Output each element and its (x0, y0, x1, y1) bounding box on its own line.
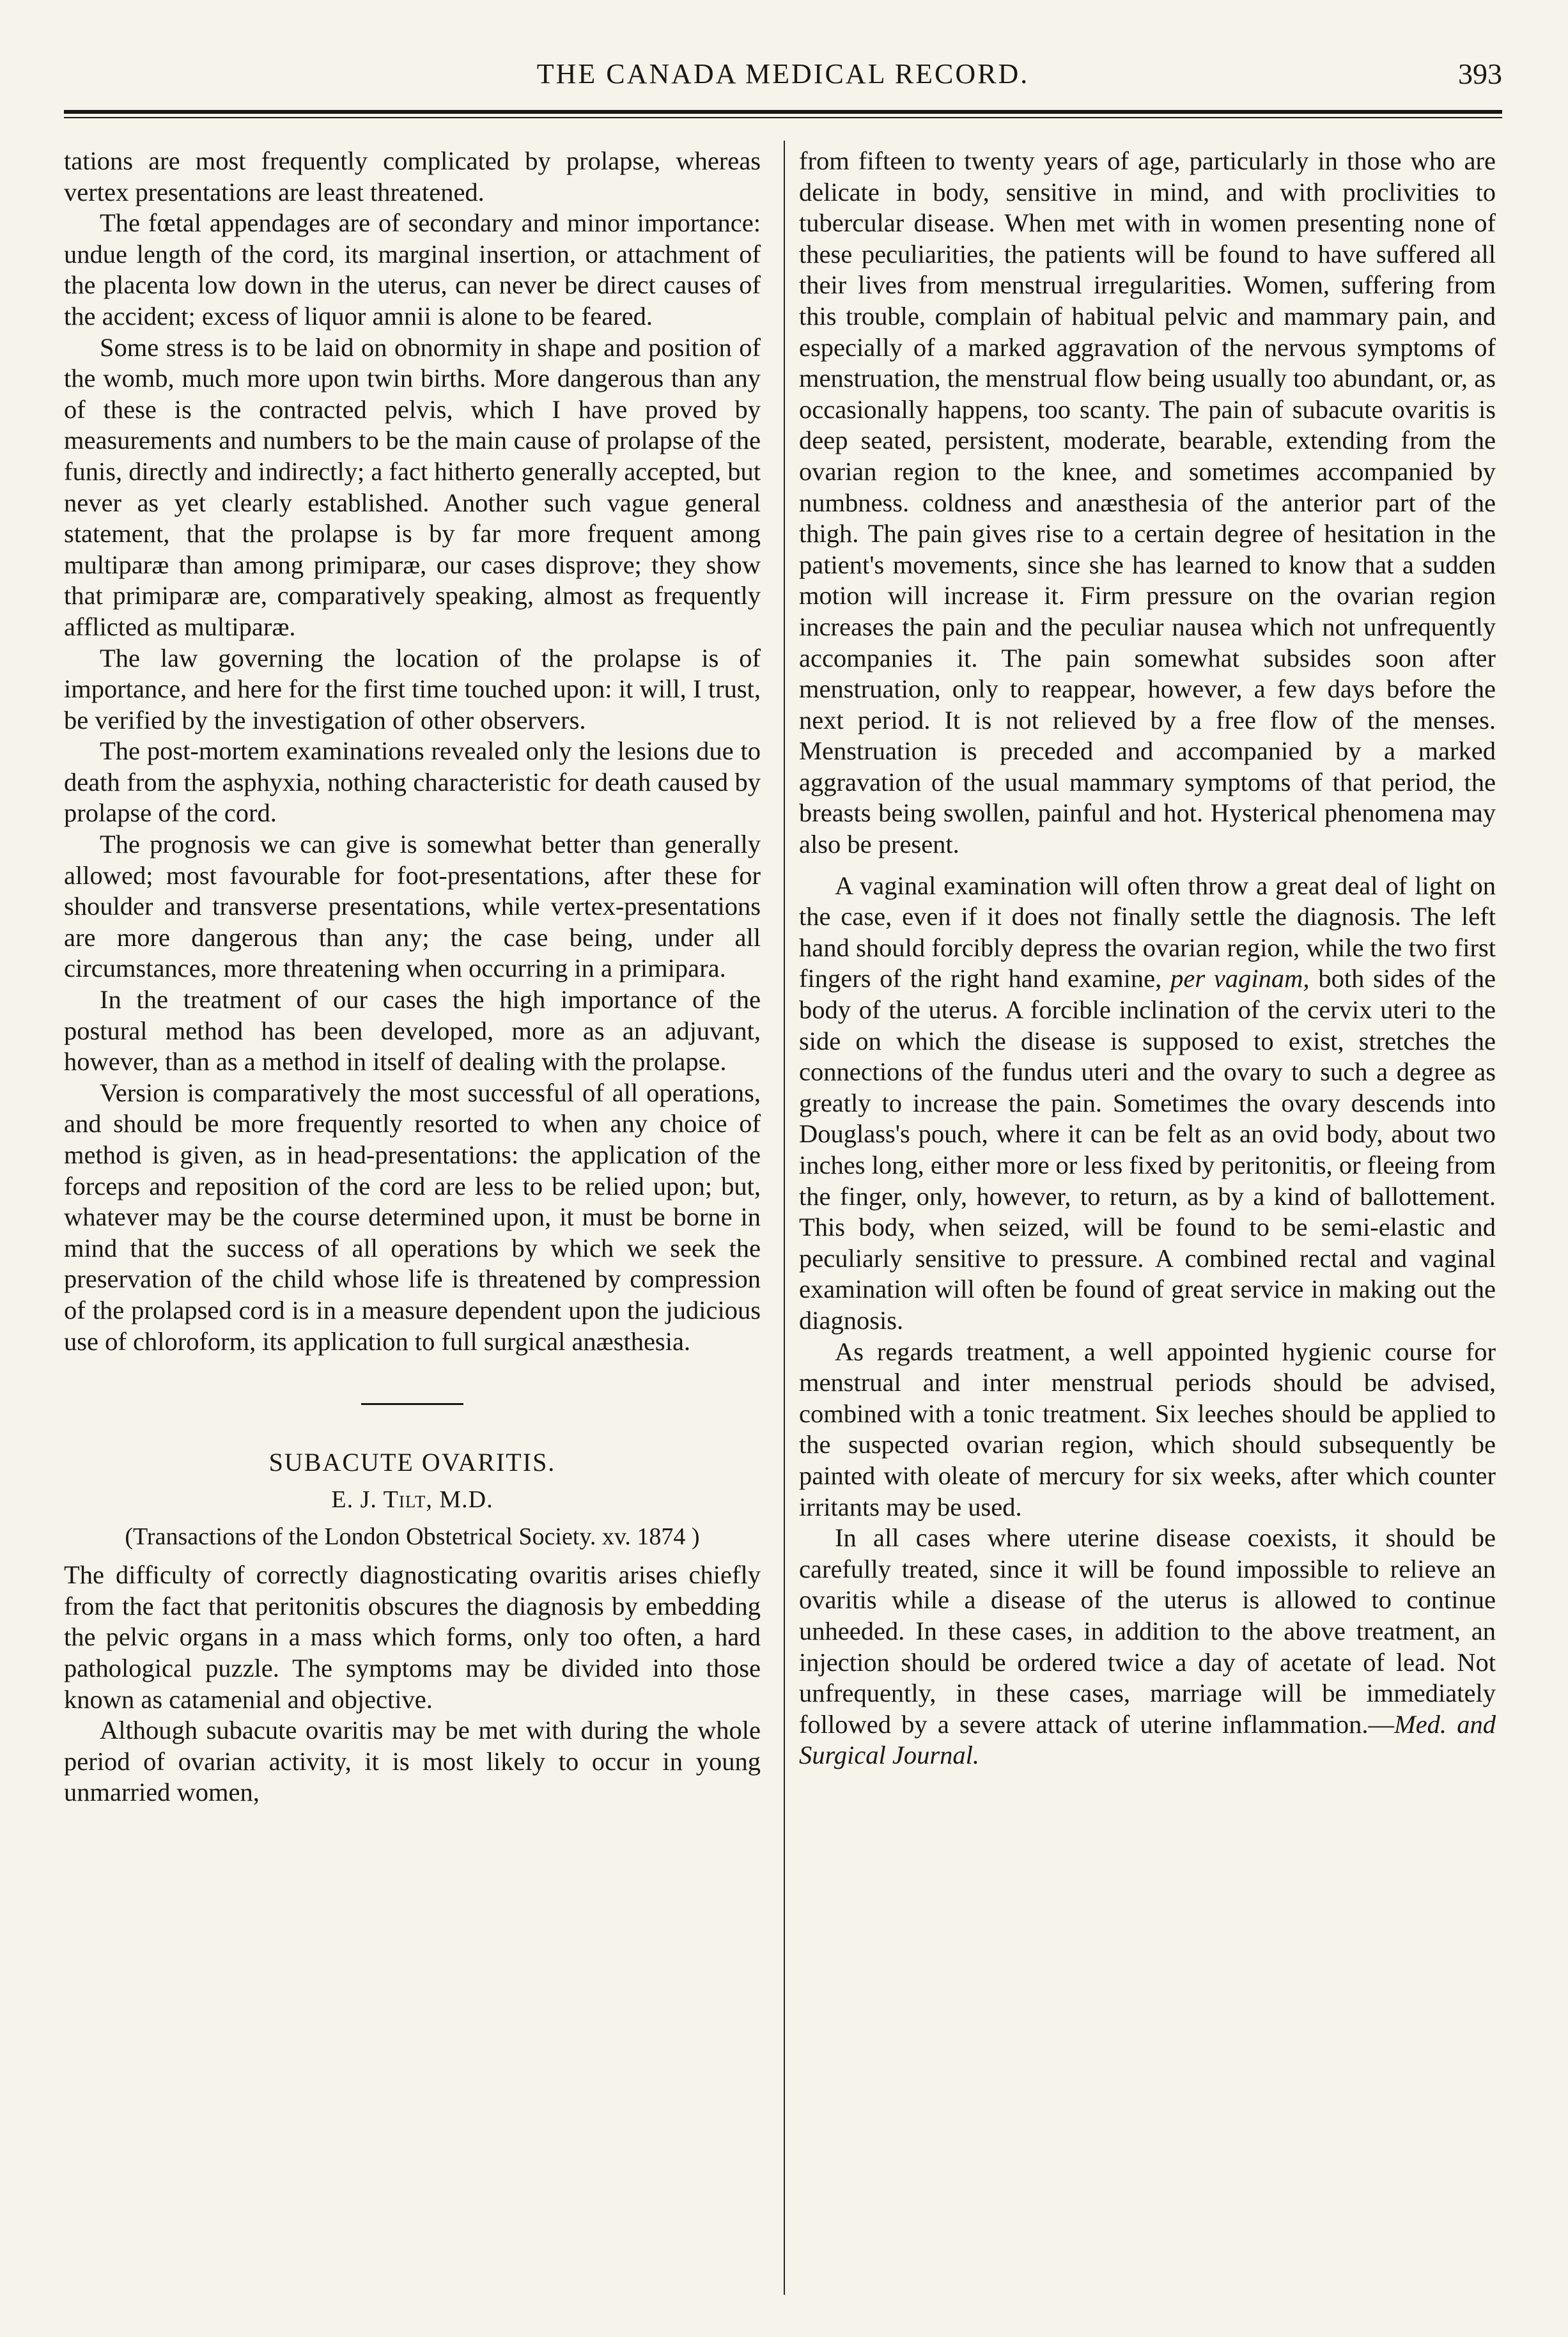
citation: Med. and Surgical Journal. (799, 1709, 1496, 1770)
right-column (799, 146, 1496, 1771)
paragraph: The law governing the location of the prolapse is of importance, and here for the first time touched upon: it will, I trust, be verified by the investigation of other observers. (64, 643, 761, 734)
paragraph: In the treatment of our cases the high importance of the postural method has been developed, more as an adjuvant, however, than as a method in itself of dealing with the prolapse. (64, 985, 761, 1076)
header-rule-thin (64, 117, 1502, 118)
paragraph: from fifteen to twenty years of age, particularly in those who are delicate in body, sensitive in mind, and with proclivities to tubercular disease. When met with in women presenting none of these peculiarities, the patients will be found to have suffered all their lives from menstrual irregularities. Women, suffering from this trouble, complain of habitual pelvic and mammary pain, and especially of a marked aggravation of the nervous symptoms of menstruation, the menstrual flow being usually too abundant, or, as occasionally happens, too scanty. The pain of subacute ovaritis is deep seated, persistent, moderate, bearable, extending from the ovarian region to the knee, and sometimes accompanied by numbness. coldness and anæsthesia of the anterior part of the thigh. The pain gives rise to a certain degree of hesitation in the patient's movements, since she has learned to know that a sudden motion will increase it. Firm pressure on the ovarian region increases the pain and the peculiar nausea which not unfrequently accompanies it. The pain somewhat subsides soon after menstruation, only to reappear, however, a few days before the next period. It is not relieved by a free flow of the menses. Menstruation is preceded and accompanied by a marked aggravation of the usual mammary symptoms of that period, the breasts being swollen, painful and hot. Hysterical phenomena may also be present. (799, 146, 1496, 859)
page-number: 393 (1458, 58, 1502, 90)
paragraph (799, 1523, 1496, 1771)
article-source: (Transactions of the London Obstetrical Society. xv. 1874 ) (125, 1523, 700, 1551)
left-column (64, 146, 761, 1808)
paragraph-text: both sides of the body of the uterus. A forcible inclination of the cervix uteri to the side on which the disease is supposed to exist, stretches the connections of the fundus uteri and the ovary to such a degree as greatly to increase the pain. Sometimes the ovary descends into Douglass's pouch, where it can be felt as an ovid body, about two inches long, either more or less fixed by peritonitis, or fleeing from the finger, only, however, to return, as by a kind of ballottement. This body, when seized, will be found to be semi-elastic and peculiarly sensitive to pressure. A combined rectal and vaginal examination will often be found of great service in making out the diagnosis. (799, 964, 1496, 1335)
latin-term: per vaginam, (1170, 964, 1310, 993)
paragraph: Some stress is to be laid on obnormity in shape and position of the womb, much more upon twin births. More dangerous than any of these is the contracted pelvis, which I have proved by measurements and numbers to be the main cause of prolapse of the funis, directly and indirectly; a fact hitherto generally accepted, but never as yet clearly established. Another such vague general statement, that the prolapse is by far more frequent among multiparæ than among primiparæ, our cases disprove; they show that primiparæ are, comparatively speaking, almost as frequently afflicted as multiparæ. (64, 332, 761, 641)
article-separator-rule (361, 1403, 463, 1405)
page-header (64, 55, 1502, 100)
paragraph-text: A vaginal examination will often throw a great deal of light on the case, even if it does not finally settle the diagnosis. The left hand should forcibly depress the ovarian region, while the two first fingers of the right hand examine, (799, 871, 1496, 993)
running-head: THE CANADA MEDICAL RECORD. (536, 58, 1030, 89)
paragraph: The post-mortem examinations revealed only the lesions due to death from the asphyxia, nothing characteristic for death caused by prolapse of the cord. (64, 736, 761, 828)
paragraph: The fœtal appendages are of secondary and minor importance: undue length of the cord, its marginal insertion, or attachment of the placenta low down in the uterus, can never be direct causes of the accident; excess of liquor amnii is alone to be feared. (64, 208, 761, 330)
paragraph: The prognosis we can give is somewhat better than generally allowed; most favourable for foot-presentations, after these for shoulder and transverse presentations, while vertex-presentations are more dangerous than any; the case being, under all circumstances, more threatening when occurring in a primipara. (64, 830, 761, 983)
column-divider (784, 141, 785, 2295)
paragraph (799, 871, 1496, 1337)
article-title: SUBACUTE OVARITIS. (268, 1448, 556, 1477)
paragraph: As regards treatment, a well appointed hygienic course for menstrual and inter menstrual periods should be advised, combined with a tonic treatment. Six leeches should be applied to the suspected ovarian region, which should subsequently be painted with oleate of mercury for six weeks, after which counter irritants may be used. (799, 1337, 1496, 1521)
header-rule-thick (64, 110, 1502, 114)
paragraph: Although subacute ovaritis may be met with during the whole period of ovarian activity, it is most likely to occur in young unmarried women, (64, 1716, 761, 1807)
paragraph: The difficulty of correctly diagnosticating ovaritis arises chiefly from the fact that peritonitis obscures the diagnosis by embedding the pelvic organs in a mass which forms, only too often, a hard pathological puzzle. The symptoms may be divided into those known as catamenial and objective. (64, 1560, 761, 1714)
article-author: E. J. Tilt, M.D. (331, 1486, 493, 1514)
paragraph: Version is comparatively the most successful of all operations, and should be more frequently resorted to when any choice of method is given, as in head-presentations: the application of the forceps and reposition of the cord are less to be relied upon; but, whatever may be the course determined upon, it must be borne in mind that the success of all operations by which we seek the preservation of the child whose life is threatened by compression of the prolapsed cord is in a measure dependent upon the judicious use of chloroform, its application to full surgical anæsthesia. (64, 1078, 761, 1356)
paragraph-text: In all cases where uterine disease coexists, it should be carefully treated, since it will be found impossible to relieve an ovaritis while a disease of the uterus is allowed to continue unheeded. In these cases, in addition to the above treatment, an injection should be ordered twice a day of acetate of lead. Not unfrequently, in these cases, marriage will be immediately followed by a severe attack of uterine inflammation.— (799, 1523, 1496, 1739)
article-body (64, 1560, 761, 1808)
paragraph: tations are most frequently complicated by prolapse, whereas vertex presentations are least threatened. (64, 146, 761, 206)
